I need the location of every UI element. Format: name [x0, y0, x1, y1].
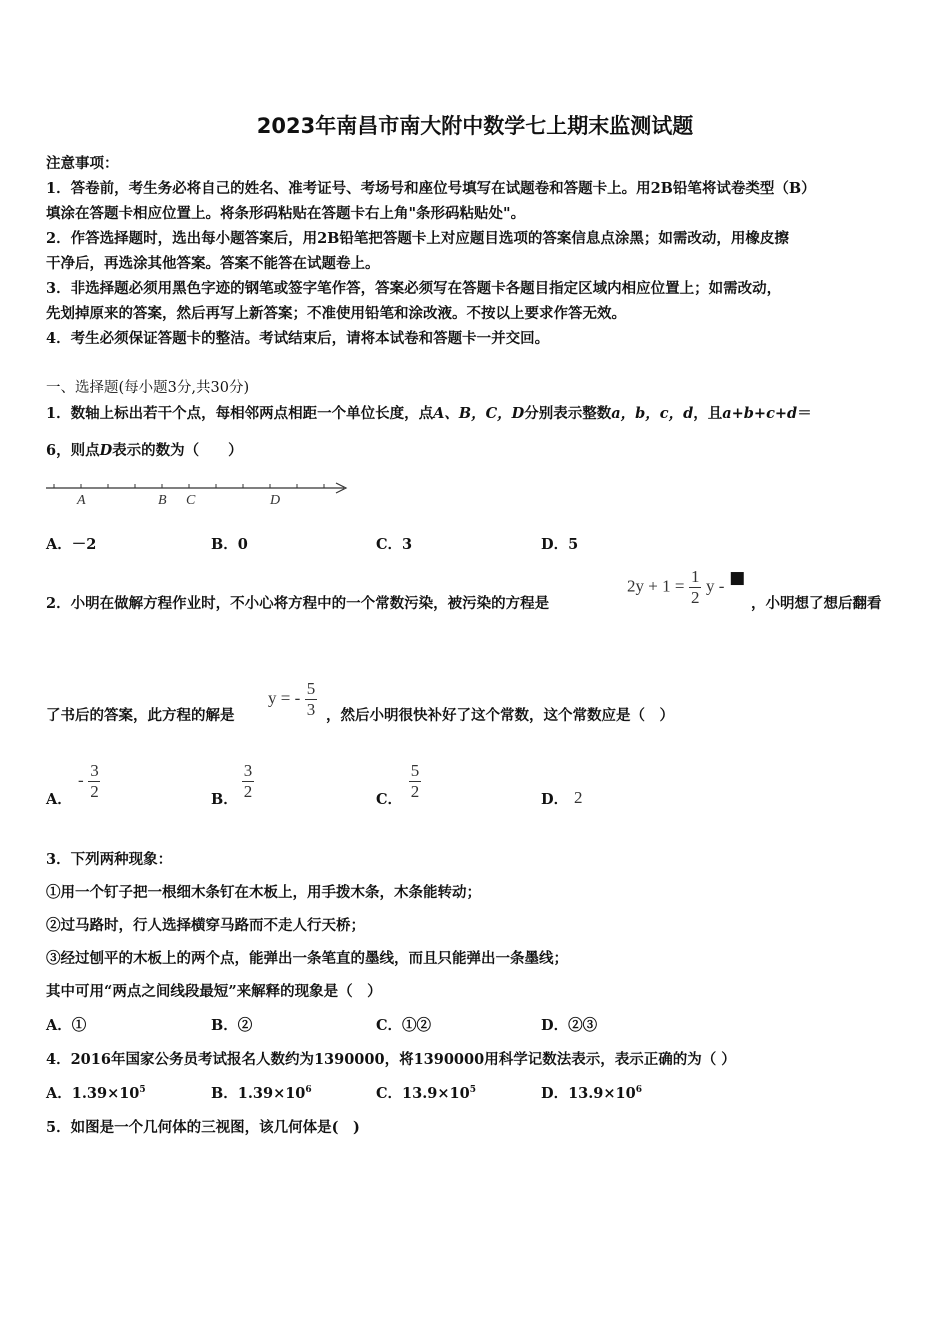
q4-option-a[interactable]: A．$1.39\times 10^5$: [46, 1085, 146, 1102]
q5-stem: 5．如图是一个几何体的三视图，该几何体是( ): [46, 1119, 360, 1136]
q2-option-c-value: $\frac{5}{2}$: [410, 761, 420, 801]
q4-option-d[interactable]: D．$13.9\times 10^6$: [541, 1085, 642, 1102]
page-title: 2023年南昌市南大附中数学七上期末监测试题: [256, 114, 694, 138]
q1-option-d[interactable]: D．5: [541, 536, 579, 553]
q3-option-d[interactable]: D．②③: [541, 1017, 598, 1034]
q1-stem-line1: 1．数轴上标出若干个点，每相邻两点相距一个单位长度，点A、B，C，D分别表示整数a，b，c，d，且a+b+c+d＝: [46, 405, 812, 422]
axis-label-a: A: [77, 493, 86, 508]
q2-option-a-value: - $\frac{3}{2}$: [78, 761, 99, 801]
q2-stem-line1-end: ，小明想了想后翻看: [751, 595, 882, 612]
q2-option-a-label[interactable]: A．: [46, 791, 72, 808]
notice-line: 填涂在答题卡相应位置上。将条形码粘贴在答题卡右上角"条形码粘贴处"。: [46, 205, 526, 222]
notice-line: 先划掉原来的答案，然后再写上新答案；不准使用铅笔和涂改液。不按以上要求作答无效。: [46, 305, 626, 322]
notice-line: 1．答卷前，考生务必将自己的姓名、准考证号、考场号和座位号填写在试题卷和答题卡上。用2B铅笔将试卷类型（B）: [46, 180, 816, 197]
section-heading: 一、选择题(每小题3分,共30分): [46, 380, 250, 396]
q3-item: ①用一个钉子把一根细木条钉在木板上，用手拨木条，木条能转动；: [46, 884, 481, 901]
q1-option-c[interactable]: C．3: [376, 536, 413, 553]
q4-option-b[interactable]: B．$1.39\times 10^6$: [211, 1085, 312, 1102]
q3-option-c[interactable]: C．①②: [376, 1017, 432, 1034]
notice-line: 4．考生必须保证答题卡的整洁。考试结束后，请将本试卷和答题卡一并交回。: [46, 330, 550, 347]
q2-stem-line2: 了书后的答案，此方程的解是: [46, 707, 235, 724]
q3-item: ②过马路时，行人选择横穿马路而不走人行天桥；: [46, 917, 365, 934]
number-line: [44, 478, 354, 510]
notice-line: 3．非选择题必须用黑色字迹的钢笔或签字笔作答，答案必须写在答题卡各题目指定区域内相应位置上；如需改动，: [46, 280, 782, 297]
q3-question: 其中可用“两点之间线段最短”来解释的现象是（ ）: [46, 983, 382, 1000]
q4-stem: 4．2016年国家公务员考试报名人数约为1390000，将1390000用科学记数法表示，表示正确的为（ ）: [46, 1051, 736, 1068]
notice-line: 干净后，再选涂其他答案。答案不能答在试题卷上。: [46, 255, 380, 272]
q1-option-a[interactable]: A．－2: [46, 536, 97, 553]
q3-stem: 3．下列两种现象：: [46, 851, 173, 868]
q2-option-b-label[interactable]: B．: [211, 791, 238, 808]
ink-blot: ■: [729, 568, 746, 588]
notice-line: 2．作答选择题时，选出每小题答案后，用2B铅笔把答题卡上对应题目选项的答案信息点涂黑；如需改动，用橡皮擦: [46, 230, 789, 247]
axis-label-b: B: [158, 493, 167, 508]
q3-option-b[interactable]: B．②: [211, 1017, 253, 1034]
q2-option-d-value: 2: [574, 788, 583, 807]
q1-option-b[interactable]: B．0: [211, 536, 248, 553]
q2-option-c-label[interactable]: C．: [376, 791, 403, 808]
q1-stem-line2: 6，则点D表示的数为（ ）: [46, 442, 243, 459]
q2-option-d-label[interactable]: D．: [541, 791, 569, 808]
q2-solution: y = - $\frac{5}{3}$: [268, 679, 316, 719]
q3-item: ③经过刨平的木板上的两个点，能弹出一条笔直的墨线，而且只能弹出一条墨线；: [46, 950, 568, 967]
q2-option-b-value: $\frac{3}{2}$: [243, 761, 253, 801]
q2-equation: 2y + 1 = $\frac{1}{2}$ y - ■: [627, 567, 746, 607]
q3-option-a[interactable]: A．①: [46, 1017, 87, 1034]
q2-stem-line2-end: ，然后小明很快补好了这个常数，这个常数应是（ ）: [326, 707, 674, 724]
axis-label-d: D: [270, 493, 281, 508]
notice-heading: 注意事项：: [46, 155, 119, 172]
q4-option-c[interactable]: C．$13.9\times 10^5$: [376, 1085, 476, 1102]
q2-stem-line1: 2．小明在做解方程作业时，不小心将方程中的一个常数污染，被污染的方程是: [46, 595, 550, 612]
axis-label-c: C: [186, 493, 196, 508]
